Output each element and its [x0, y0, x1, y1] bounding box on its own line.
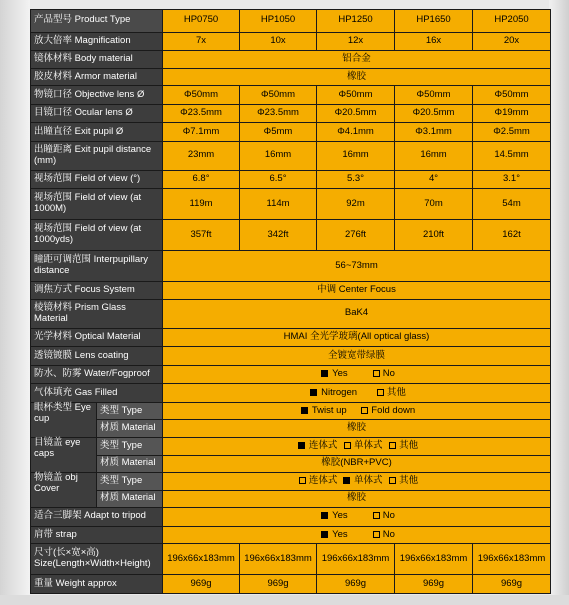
table-row — [31, 365, 551, 384]
unchecked-box-icon — [344, 442, 351, 449]
table-row — [31, 438, 551, 456]
value-cell: 4° — [395, 170, 473, 189]
value-cell: 16x — [395, 32, 473, 51]
sub-label-type: 类型 Type — [97, 473, 163, 491]
option-label: 其他 — [386, 386, 406, 398]
table-row — [31, 220, 551, 251]
value-cell: 196x66x183mm — [240, 544, 317, 575]
option-label: 单体式 — [354, 474, 383, 486]
table-row — [31, 251, 551, 282]
value-cell: 114m — [240, 189, 317, 220]
value-cell: 14.5mm — [473, 142, 551, 171]
option-label: Yes — [332, 510, 348, 522]
value-cell: 196x66x183mm — [395, 544, 473, 575]
option-label: Yes — [332, 368, 348, 380]
value-cell: 23mm — [163, 142, 240, 171]
background-bottom — [0, 595, 569, 605]
table-row — [31, 420, 551, 438]
value-cell: 全镀宽带绿膜 — [163, 347, 551, 366]
value-cell: 10x — [240, 32, 317, 51]
unchecked-box-icon — [377, 389, 384, 396]
model-header: HP1250 — [317, 10, 395, 33]
option-label: No — [382, 368, 395, 380]
row-label-eye-cup: 眼杯类型 Eye cup — [31, 402, 97, 437]
value-cell: 969g — [317, 575, 395, 594]
value-cell: 357ft — [163, 220, 240, 251]
checked-box-icon — [321, 370, 328, 377]
row-label-product-type: 产品型号 Product Type — [31, 10, 163, 33]
table-row — [31, 189, 551, 220]
sub-label-type: 类型 Type — [97, 402, 163, 420]
row-label-eye-caps: 目镜盖 eye caps — [31, 438, 97, 473]
table-row — [31, 104, 551, 123]
row-label-armor-material: 胶皮材料 Armor material — [31, 68, 163, 86]
row-label-waterproof: 防水、防雾 Water/Fogproof — [31, 365, 163, 384]
value-cell: Φ20.5mm — [317, 104, 395, 123]
option-cell — [163, 508, 551, 527]
value-cell: BaK4 — [163, 299, 551, 328]
value-cell: 中调 Center Focus — [163, 282, 551, 300]
value-cell: HMAI 全光学玻璃(All optical glass) — [163, 328, 551, 347]
option-cell — [163, 438, 551, 456]
row-label-interpupillary: 瞳距可调范围 Interpupillary distance — [31, 251, 163, 282]
value-cell: 969g — [240, 575, 317, 594]
value-cell: 92m — [317, 189, 395, 220]
value-cell: 20x — [473, 32, 551, 51]
table-row — [31, 32, 551, 51]
option-label: Nitrogen — [321, 386, 358, 398]
value-cell: 70m — [395, 189, 473, 220]
row-label-magnification: 放大倍率 Magnification — [31, 32, 163, 51]
row-label-focus-system: 调焦方式 Focus System — [31, 282, 163, 300]
value-cell: 橡胶 — [163, 420, 551, 438]
header-row — [31, 10, 551, 33]
value-cell: Φ23.5mm — [240, 104, 317, 123]
sub-label-material: 材质 Material — [97, 490, 163, 508]
unchecked-box-icon — [373, 512, 380, 519]
option-label: 连体式 — [308, 474, 338, 486]
option-label: No — [382, 528, 395, 540]
table-row — [31, 544, 551, 575]
option-label: Yes — [332, 528, 348, 540]
value-cell: 铝合金 — [163, 51, 551, 69]
row-label-exit-pupil: 出瞳直径 Exit pupil Ø — [31, 123, 163, 142]
value-cell: 12x — [317, 32, 395, 51]
option-cell — [163, 402, 551, 420]
row-label-gas-filled: 气体填充 Gas Filled — [31, 384, 163, 403]
value-cell: Φ50mm — [163, 86, 240, 105]
table-row — [31, 86, 551, 105]
row-label-weight: 重量 Weight approx — [31, 575, 163, 594]
sub-label-material: 材质 Material — [97, 420, 163, 438]
checked-box-icon — [310, 389, 317, 396]
row-label-fov-1000m: 视场范围 Field of view (at 1000M) — [31, 189, 163, 220]
table-row — [31, 328, 551, 347]
value-cell: Φ50mm — [317, 86, 395, 105]
background-left — [0, 0, 30, 605]
option-label: 连体式 — [308, 439, 338, 451]
value-cell: 210ft — [395, 220, 473, 251]
value-cell: 969g — [473, 575, 551, 594]
checked-box-icon — [298, 442, 305, 449]
table-row — [31, 575, 551, 594]
value-cell: Φ20.5mm — [395, 104, 473, 123]
value-cell: 5.3° — [317, 170, 395, 189]
unchecked-box-icon — [389, 477, 396, 484]
value-cell: 969g — [395, 575, 473, 594]
value-cell: Φ2.5mm — [473, 123, 551, 142]
table-row — [31, 526, 551, 544]
table-row — [31, 384, 551, 403]
row-label-lens-coating: 透镜镀膜 Lens coating — [31, 347, 163, 366]
background-right — [549, 0, 569, 605]
value-cell: 196x66x183mm — [317, 544, 395, 575]
table-row — [31, 508, 551, 527]
value-cell: Φ23.5mm — [163, 104, 240, 123]
row-label-objective-lens: 物镜口径 Objective lens Ø — [31, 86, 163, 105]
table-row — [31, 170, 551, 189]
value-cell: 橡胶(NBR+PVC) — [163, 455, 551, 473]
option-cell — [163, 526, 551, 544]
option-label: 其他 — [399, 474, 419, 486]
model-header: HP2050 — [473, 10, 551, 33]
option-cell — [163, 384, 551, 403]
value-cell: Φ19mm — [473, 104, 551, 123]
unchecked-box-icon — [389, 442, 396, 449]
value-cell: 56~73mm — [163, 251, 551, 282]
value-cell: 196x66x183mm — [163, 544, 240, 575]
row-label-fov-1000yds: 视场范围 Field of view (at 1000yds) — [31, 220, 163, 251]
table-row — [31, 68, 551, 86]
table-row — [31, 51, 551, 69]
table-row — [31, 490, 551, 508]
sub-label-material: 材质 Material — [97, 455, 163, 473]
value-cell: 162t — [473, 220, 551, 251]
value-cell: Φ4.1mm — [317, 123, 395, 142]
value-cell: 3.1° — [473, 170, 551, 189]
checked-box-icon — [321, 512, 328, 519]
value-cell: 6.5° — [240, 170, 317, 189]
table-row — [31, 299, 551, 328]
value-cell: 276ft — [317, 220, 395, 251]
table-row — [31, 282, 551, 300]
value-cell: 7x — [163, 32, 240, 51]
value-cell: 196x66x183mm — [473, 544, 551, 575]
value-cell: Φ50mm — [395, 86, 473, 105]
table-row — [31, 347, 551, 366]
model-header: HP1650 — [395, 10, 473, 33]
model-header: HP1050 — [240, 10, 317, 33]
value-cell: 16mm — [395, 142, 473, 171]
row-label-obj-cover: 物镜盖 obj Cover — [31, 473, 97, 508]
value-cell: Φ50mm — [240, 86, 317, 105]
row-label-fov-deg: 视场范围 Field of view (°) — [31, 170, 163, 189]
value-cell: Φ7.1mm — [163, 123, 240, 142]
spec-table — [30, 9, 551, 594]
value-cell: Φ5mm — [240, 123, 317, 142]
table-row — [31, 123, 551, 142]
checked-box-icon — [301, 407, 308, 414]
value-cell: 119m — [163, 189, 240, 220]
row-label-exit-pupil-distance: 出瞳距离 Exit pupil distance (mm) — [31, 142, 163, 171]
option-label: Twist up — [311, 404, 347, 416]
checked-box-icon — [321, 531, 328, 538]
row-label-size: 尺寸(长×宽×高) Size(Length×Width×Height) — [31, 544, 163, 575]
value-cell: 16mm — [240, 142, 317, 171]
row-label-ocular-lens: 目镜口径 Ocular lens Ø — [31, 104, 163, 123]
option-label: No — [382, 510, 395, 522]
option-cell — [163, 473, 551, 491]
unchecked-box-icon — [373, 370, 380, 377]
value-cell: 54m — [473, 189, 551, 220]
option-label: Fold down — [371, 404, 416, 416]
value-cell: 342ft — [240, 220, 317, 251]
table-row — [31, 402, 551, 420]
value-cell: 橡胶 — [163, 490, 551, 508]
row-label-tripod: 适合三脚架 Adapt to tripod — [31, 508, 163, 527]
checked-box-icon — [343, 477, 350, 484]
table-row — [31, 473, 551, 491]
option-label: 单体式 — [354, 439, 383, 451]
sub-label-type: 类型 Type — [97, 438, 163, 456]
table-row — [31, 455, 551, 473]
value-cell: 6.8° — [163, 170, 240, 189]
table-row — [31, 142, 551, 171]
unchecked-box-icon — [299, 477, 306, 484]
unchecked-box-icon — [361, 407, 368, 414]
row-label-body-material: 镜体材料 Body material — [31, 51, 163, 69]
value-cell: Φ50mm — [473, 86, 551, 105]
option-label: 其他 — [399, 439, 419, 451]
row-label-prism-glass: 棱镜材料 Prism Glass Material — [31, 299, 163, 328]
value-cell: 橡胶 — [163, 68, 551, 86]
value-cell: Φ3.1mm — [395, 123, 473, 142]
value-cell: 969g — [163, 575, 240, 594]
model-header: HP0750 — [163, 10, 240, 33]
value-cell: 16mm — [317, 142, 395, 171]
row-label-optical-material: 光学材料 Optical Material — [31, 328, 163, 347]
row-label-strap: 肩带 strap — [31, 526, 163, 544]
option-cell — [163, 365, 551, 384]
unchecked-box-icon — [373, 531, 380, 538]
